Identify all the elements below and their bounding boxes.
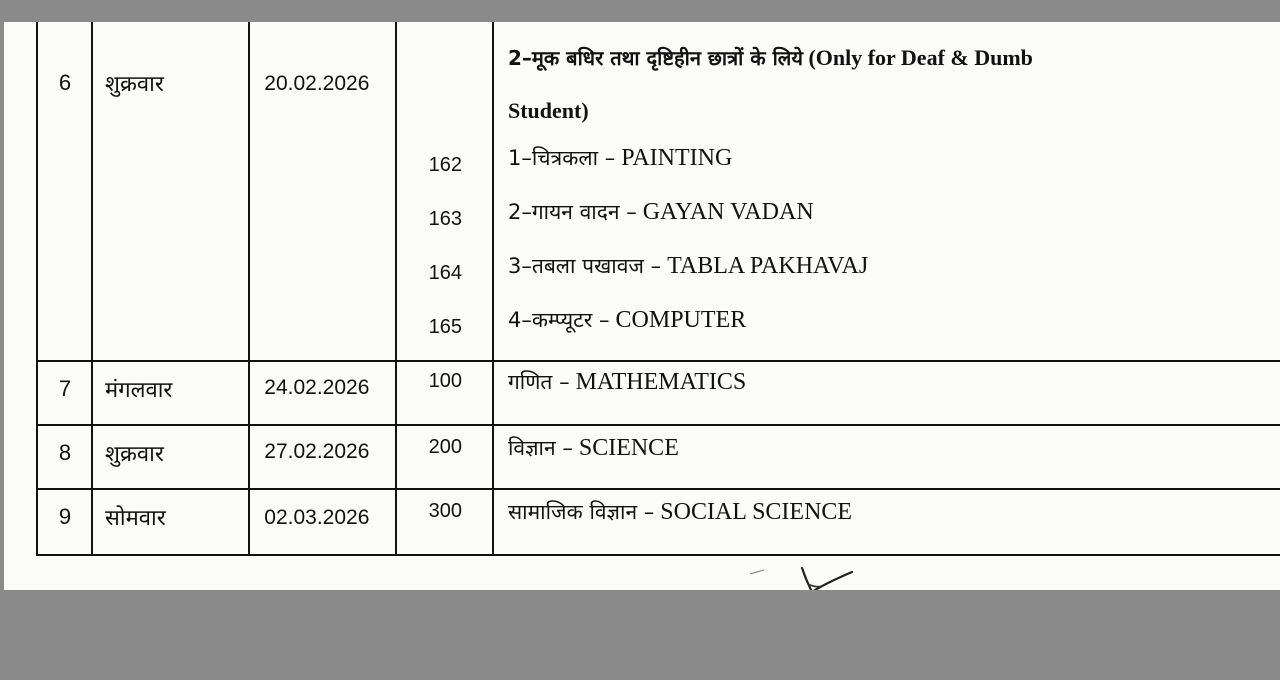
- subject-code: 300: [428, 500, 462, 522]
- date-cell: [249, 489, 395, 555]
- day-label: शुक्रवार: [105, 442, 164, 467]
- section-heading: [508, 44, 1033, 71]
- exam-date: 27.02.2026: [264, 440, 370, 463]
- subject-name: 4–कम्प्यूटर – COMPUTER: [507, 307, 747, 333]
- subject-code: 163: [428, 208, 462, 230]
- serial-number: 8: [58, 440, 72, 465]
- serial-cell: [37, 489, 92, 555]
- code-cell: [396, 361, 493, 425]
- date-cell: [249, 22, 395, 361]
- day-cell: [92, 22, 249, 361]
- code-cell: [396, 425, 493, 489]
- day-label: सोमवार: [105, 506, 166, 531]
- subject-code: 165: [428, 316, 462, 338]
- table-row: [37, 489, 1280, 555]
- subject-name: गणित – MATHEMATICS: [507, 369, 747, 395]
- exam-date: 24.02.2026: [264, 376, 370, 399]
- day-label: शुक्रवार: [105, 72, 164, 97]
- day-cell: [92, 361, 249, 425]
- subject-name: 1–चित्रकला – PAINTING: [507, 145, 733, 171]
- day-cell: [92, 425, 249, 489]
- code-cell: [396, 489, 493, 555]
- date-cell: [249, 425, 395, 489]
- day-cell: [92, 489, 249, 555]
- subject-cell: [493, 425, 1280, 489]
- serial-number: 7: [58, 376, 72, 401]
- subject-name: 2–गायन वादन – GAYAN VADAN: [507, 199, 814, 225]
- serial-cell: [37, 361, 92, 425]
- subject-code: 164: [428, 262, 462, 284]
- subject-cell: [493, 22, 1280, 361]
- document-page: [4, 22, 1280, 590]
- serial-number: 9: [58, 504, 72, 529]
- subject-name: विज्ञान – SCIENCE: [507, 435, 679, 461]
- day-label: मंगलवार: [105, 378, 173, 403]
- subject-cell: [493, 489, 1280, 555]
- subject-name: 3–तबला पखावज – TABLA PAKHAVAJ: [507, 253, 869, 279]
- table-row: [37, 22, 1280, 361]
- exam-date: 20.02.2026: [264, 72, 370, 95]
- section-heading-continued: Student): [507, 98, 589, 123]
- signature-mark: [742, 562, 862, 590]
- serial-cell: [37, 22, 92, 361]
- subject-code: 200: [428, 436, 462, 458]
- exam-schedule-table: [36, 22, 1280, 556]
- table-row: [37, 425, 1280, 489]
- date-cell: [249, 361, 395, 425]
- section-heading-hindi: 2–मूक बधिर तथा दृष्टिहीन छात्रों के लिये: [507, 46, 803, 70]
- subject-cell: [493, 361, 1280, 425]
- serial-cell: [37, 425, 92, 489]
- subject-code: 100: [428, 370, 462, 392]
- table-row: [37, 361, 1280, 425]
- subject-code: 162: [428, 154, 462, 176]
- section-heading-english: (Only for Deaf & Dumb: [808, 45, 1033, 70]
- exam-date: 02.03.2026: [264, 506, 370, 529]
- code-cell: [396, 22, 493, 361]
- subject-name: सामाजिक विज्ञान – SOCIAL SCIENCE: [507, 499, 853, 525]
- serial-number: 6: [58, 70, 72, 95]
